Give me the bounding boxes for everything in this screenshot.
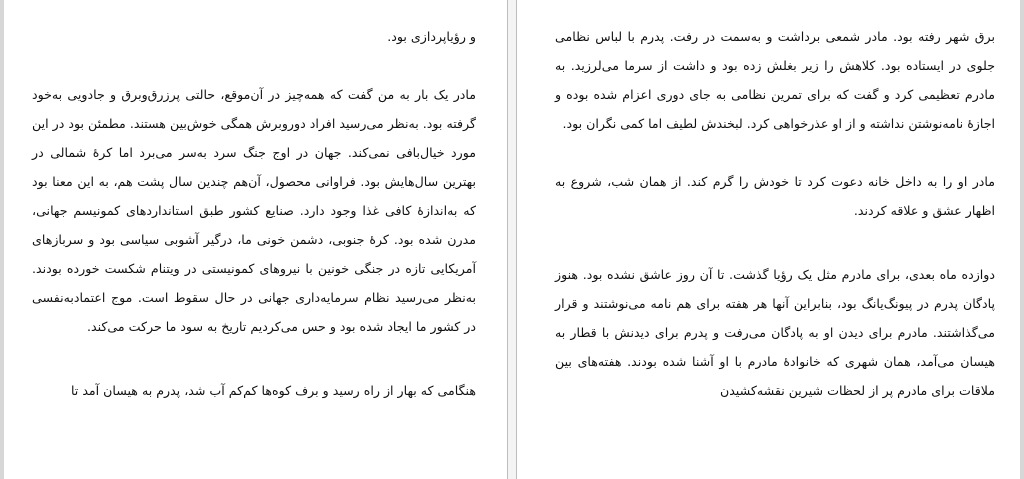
paragraph: مادر او را به داخل خانه دعوت کرد تا خودش را گرم کند. از همان شب، شروع به اظهار عشق و علاقه کردند. [555,174,995,218]
left-page [0,0,508,479]
paragraph: هنگامی که بهار از راه رسید و برف کوه‌ها کم‌کم آب شد، پدرم به هیسان آمد تا [70,383,476,398]
left-page-edge [0,0,4,479]
right-page [516,0,1024,479]
right-page-edge [1020,0,1024,479]
book-gutter [508,0,516,479]
left-page-text [32,22,476,405]
right-page-text [555,22,995,405]
paragraph: مادر یک بار به من گفت که همه‌چیز در آن‌موقع، حالتی پرزرق‌وبرق و جادویی به‌خود گرفته بود. به‌نظر می‌رسید افراد دوروبرش همگی خوش‌بین هستند. مطمئن بود در این مورد خیال‌بافی نمی‌کند. جهان در اوج جنگ سرد به‌سر می‌برد اما کرهٔ شمالی در بهترین سال‌هایش بود. فراوانی محصول، آن‌هم چندین سال پشت هم، به این معنا بود که به‌اندازهٔ کافی غذا وجود دارد. صنایع کشور طبق استانداردهای کمونیسم جهانی، مدرن شده بود. کرهٔ جنوبی، دشمن خونی ما، درگیر آشوبی سیاسی بود و سربازهای آمریکایی تازه در جنگی خونین با نیروهای کمونیستی در ویتنام شکست خورده بودند. به‌نظر می‌رسید نظام سرمایه‌داری جهانی در حال سقوط است. موج اعتمادبه‌نفسی در کشور ما ایجاد شده بود و حس می‌کردیم تاریخ به سود ما حرکت می‌کند. [32,87,476,334]
paragraph: برق شهر رفته بود. مادر شمعی برداشت و به‌سمت در رفت. پدرم با لباس نظامی جلوی در ایستاده بود. کلاهش را زیر بغلش زده بود و داشت از سرما می‌لرزید. به مادرم تعظیمی کرد و گفت که برای تمرین نظامی به جای دوری اعزام شده بوده و اجازهٔ نامه‌نوشتن نداشته و از او عذرخواهی کرد. لبخندش لطیف اما کمی نگران بود. [555,29,995,131]
paragraph: دوازده ماه بعدی، برای مادرم مثل یک رؤیا گذشت. تا آن روز عاشق نشده بود. هنوز پادگان پدرم در پیونگ‌یانگ بود، بنابراین آنها هر هفته برای هم نامه می‌نوشتند و قرار می‌گذاشتند. مادرم برای دیدن او به پادگان می‌رفت و پدرم برای دیدنش با قطار به هیسان می‌آمد، همان شهری که خانوادهٔ مادرم با او آشنا شده بودند. هفته‌های بین ملاقات برای مادرم پر از لحظات شیرین نقشه‌کشیدن [555,267,995,398]
paragraph: و رؤیاپردازی بود. [387,29,476,44]
